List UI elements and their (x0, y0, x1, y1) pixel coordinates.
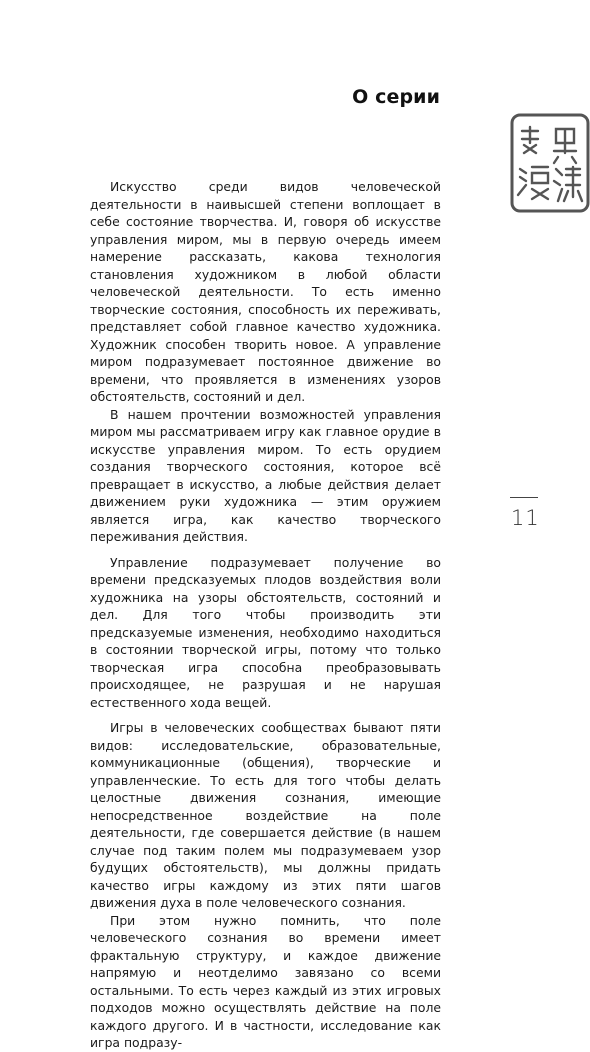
paragraph-2: В нашем прочтении возможностей управления миром мы рассматриваем игру как главное орудие в искусстве управления миром. То есть орудием создания творческого состояния, которое всё превращает в искусство, а любые действия делает движением руки художника — этим оружием является игра, как качество творческого переживания действия. (90, 406, 441, 544)
paragraph-5: При этом нужно помнить, что поле человеческого сознания во времени имеет фрактальную структуру, и каждое движение напрямую и неотделимо завязано со всеми остальными. То есть через каждый из этих игровых подходов можно осуществлять действие на поле каждого другого. И в частности, исследование как игра подразу- (90, 912, 441, 1050)
paragraph-3: Управление подразумевает получение во времени предсказуемых плодов воздействия воли художника на узоры обстоятельств, состояний и дел. Для того чтобы производить эти предсказуемые изменения, необходимо находиться в состоянии творческой игры, потому что только творческая игра способна преобразовывать происходящее, не разрушая и не нарушая естественного хода вещей. (90, 554, 441, 710)
page-number-rule (510, 497, 538, 498)
seal-stamp-icon (508, 111, 590, 215)
page-title: О серии (352, 86, 440, 108)
paragraph-4: Игры в человеческих сообществах бывают пяти видов: исследовательские, образовательные, коммуникационные (общения), творческие и управленческие. То есть для того чтобы делать целостные движения сознания, имеющие непосредственное воздействие на поле деятельности, где совершается действие (в нашем случае под таким полем мы подразумеваем узор будущих обстоятельств), мы должны придать качество игры каждому из этих пяти шагов движения духа в поле человеческого сознания. (90, 720, 441, 910)
paragraph-1: Искусство среди видов человеческой деятельности в наивысшей степени воплощает в себе состояние творчества. И, говоря об искусстве управления миром, мы в первую очередь имеем намерение рассказать, какова технология становления художником в любой области человеческой деятельности. То есть именно творческие состояния, способность их переживать, представляет собой главное качество художника. Художник способен творить новое. А управление миром подразумевает постоянное движение во времени, что проявляется в изменениях узоров обстоятельств, состояний и дел. (90, 179, 441, 404)
body-text (90, 178, 441, 1052)
page-number: 11 (511, 506, 540, 530)
